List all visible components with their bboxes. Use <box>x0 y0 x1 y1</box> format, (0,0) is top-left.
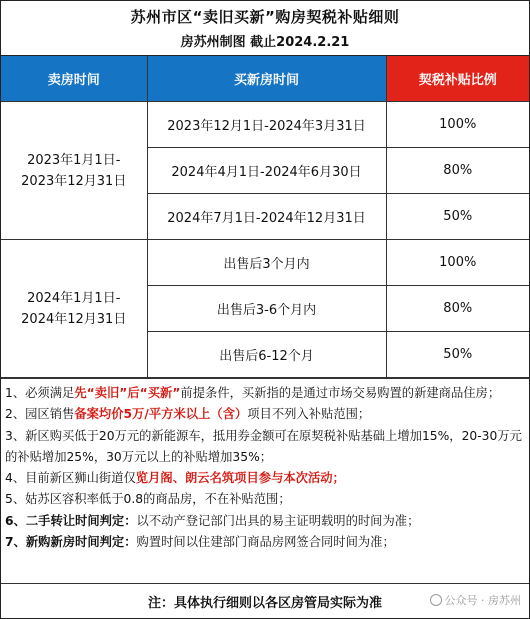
purchase-time-cell: 2024年4月1日-2024年6月30日 <box>147 148 386 194</box>
purchase-time-cell: 2024年7月1日-2024年12月31日 <box>147 194 386 240</box>
note-item: 3、新区购买低于20万元的新能源车，抵用券金额可在原契税补贴基础上增加15%，20-30万元的补贴增加25%，30万元以上的补贴增加35%； <box>5 428 522 464</box>
note-emphasis: 览月阁、朗云名筑项目参与本次活动； <box>135 471 345 486</box>
note-emphasis: 先“卖旧”后“买新” <box>74 386 181 400</box>
note-item: 6、二手转让时间判定：以不动产登记部门出具的易主证明载明的时间为准； <box>5 513 420 528</box>
sale-period-cell <box>1 102 147 240</box>
page-title: 苏州市区“卖旧买新”购房契税补贴细则 <box>130 8 400 26</box>
wechat-icon <box>430 594 442 606</box>
watermark-text: 公众号 · 房苏州 <box>444 594 521 607</box>
subsidy-table <box>1 56 529 378</box>
subsidy-ratio-cell: 80% <box>386 286 529 332</box>
subsidy-ratio-cell: 80% <box>386 148 529 194</box>
note-item: 1、必须满足先“卖旧”后“买新”前提条件，买新指的是通过市场交易购置的新建商品住房； <box>5 386 501 400</box>
note-item: 4、目前新区狮山街道仅览月阁、朗云名筑项目参与本次活动； <box>5 471 345 486</box>
note-item: 7、新购新房时间判定：购置时间以住建部门商品房网签合同时间为准； <box>5 535 395 550</box>
column-header-purchase-time: 买新房时间 <box>147 56 386 102</box>
purchase-time-cell: 出售后3-6个月内 <box>147 286 386 332</box>
purchase-time-cell: 出售后3个月内 <box>147 240 386 286</box>
page-subtitle: 房苏州制图 截止2024.2.21 <box>180 35 350 50</box>
column-header-subsidy-ratio: 契税补贴比例 <box>386 56 529 102</box>
sale-period-start: 2024年1月1日- <box>27 290 121 306</box>
purchase-time-cell: 出售后6-12个月 <box>147 332 386 378</box>
title-block <box>1 1 529 56</box>
notes-section <box>1 378 529 553</box>
table-header-row <box>1 56 529 102</box>
subsidy-ratio-cell: 100% <box>386 240 529 286</box>
table-row <box>1 102 529 148</box>
subsidy-ratio-cell: 50% <box>386 332 529 378</box>
note-label: 7、新购新房时间判定： <box>5 535 137 550</box>
note-item: 2、园区销售备案均价5万/平方米以上（含）项目不列入补贴范围； <box>5 407 371 422</box>
footer-text: 注：具体执行细则以各区房管局实际为准 <box>147 595 382 611</box>
table-row <box>1 240 529 286</box>
watermark <box>430 592 522 608</box>
sale-period-end: 2024年12月31日 <box>21 311 127 327</box>
purchase-time-cell: 2023年12月1日-2024年3月31日 <box>147 102 386 148</box>
sale-period-end: 2023年12月31日 <box>21 173 127 189</box>
note-label: 6、二手转让时间判定： <box>5 513 137 528</box>
column-header-sale-time: 卖房时间 <box>1 56 147 102</box>
sale-period-cell <box>1 240 147 378</box>
subsidy-ratio-cell: 100% <box>386 102 529 148</box>
sale-period-start: 2023年1月1日- <box>27 152 121 168</box>
note-item: 5、姑苏区容积率低于0.8的商品房，不在补贴范围； <box>5 492 291 507</box>
subsidy-ratio-cell: 50% <box>386 194 529 240</box>
note-emphasis: 备案均价5万/平方米以上（含） <box>74 407 248 422</box>
